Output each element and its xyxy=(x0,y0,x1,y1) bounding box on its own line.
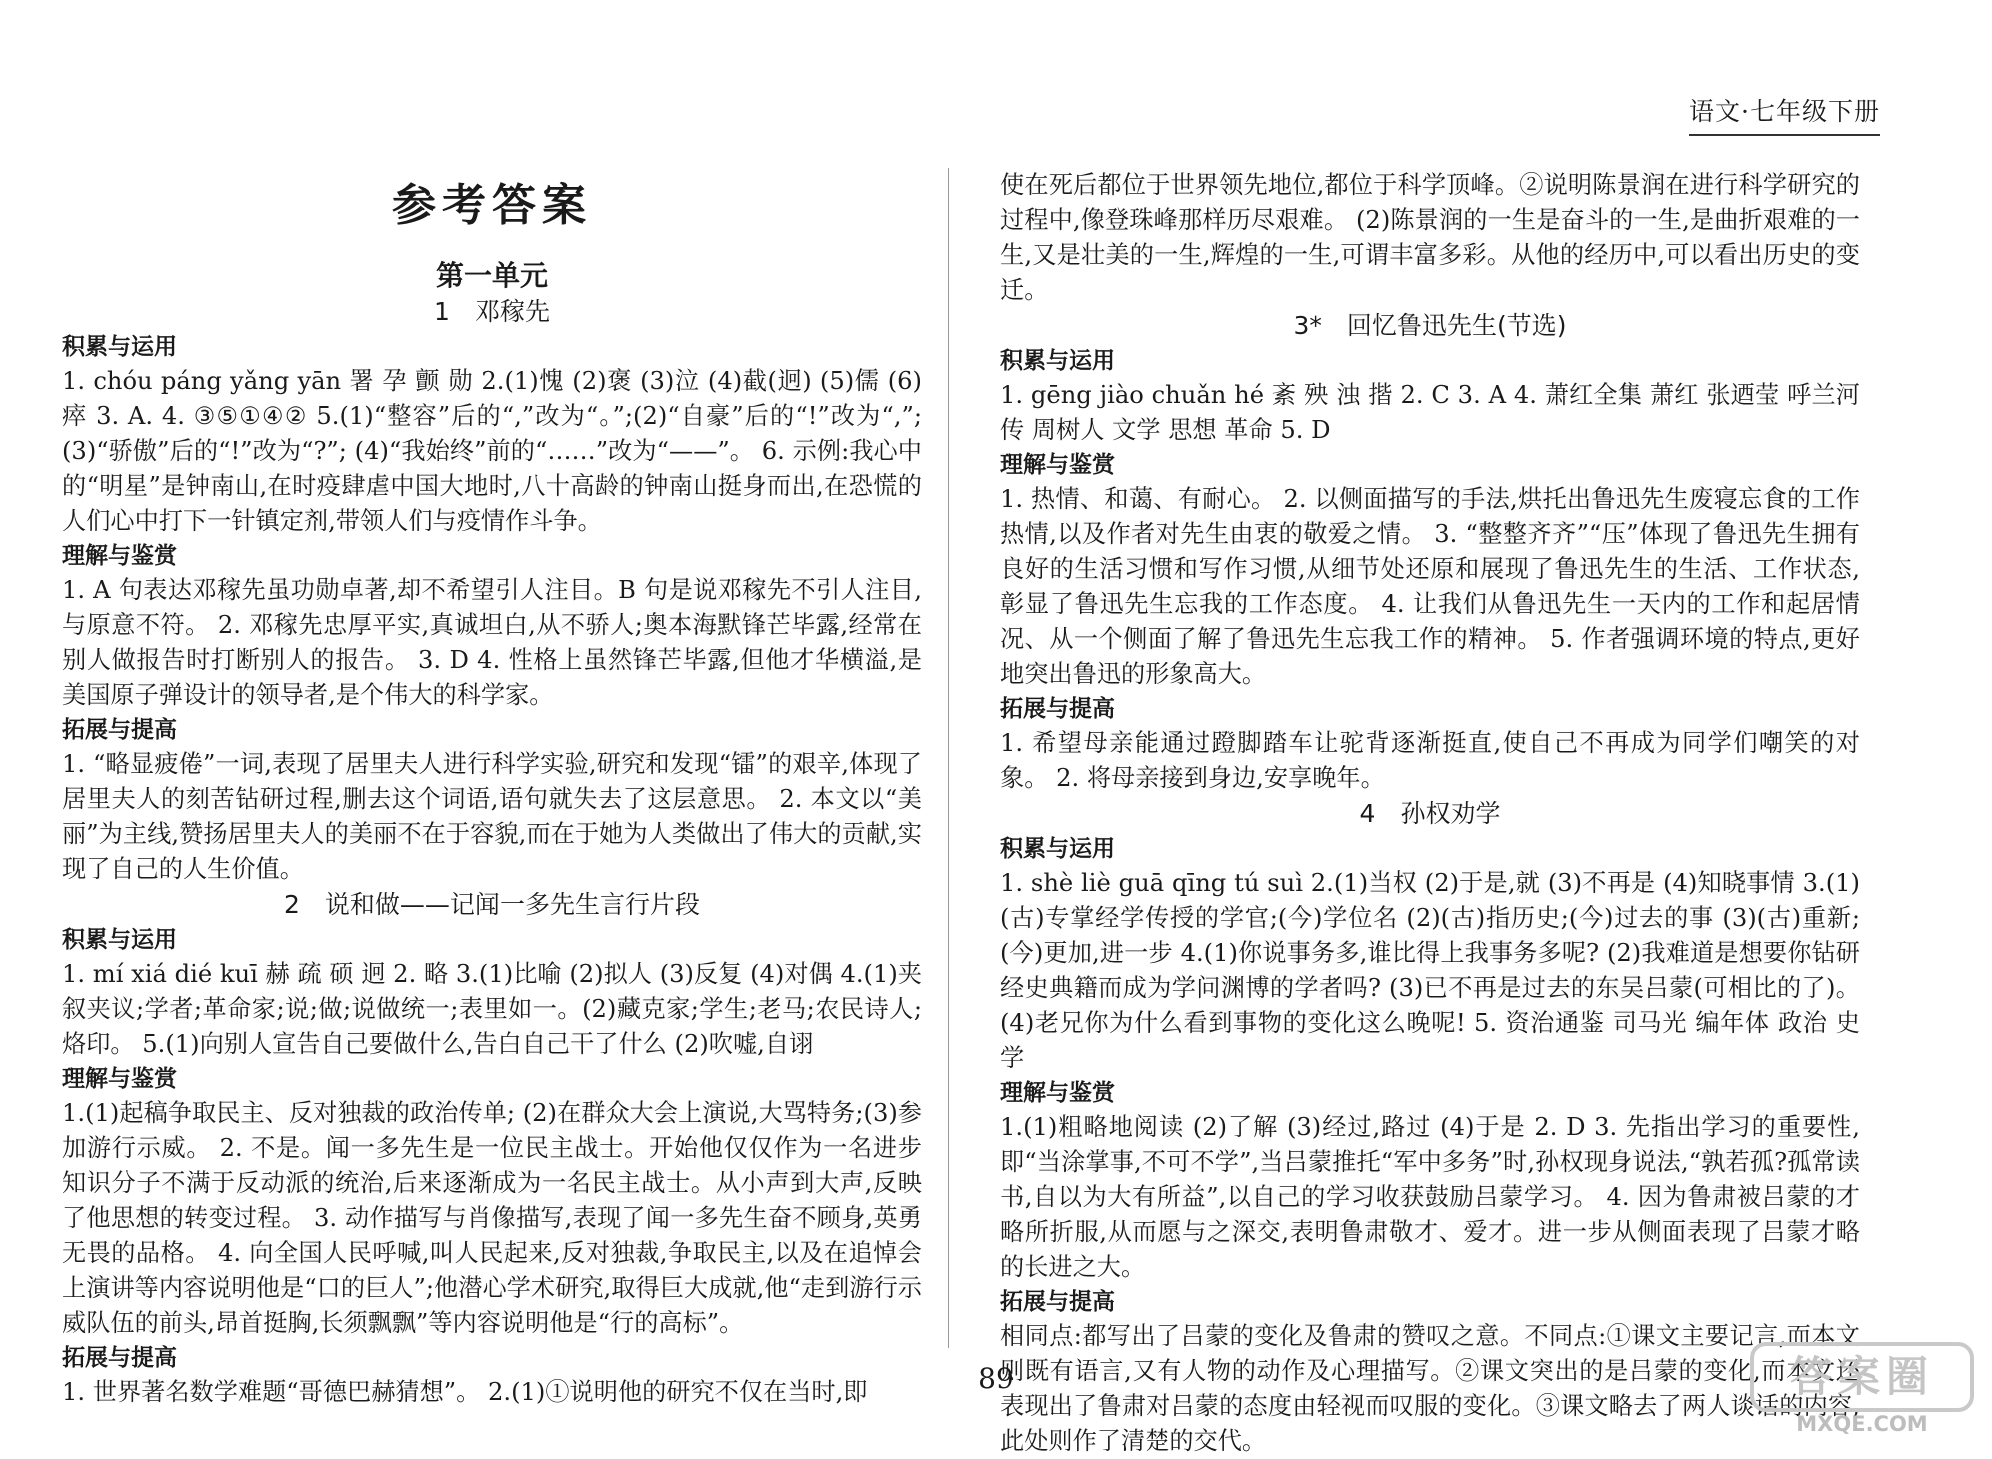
answer-paragraph: 1. shè liè guā qīng tú suì 2.(1)当权 (2)于是,就 (3)不再是 (4)知晓事情 3.(1)(古)专掌经学传授的学官;(今)学位名 (2)(古)指历史;(今)过去的事 (3)(古)重新;(今)更加,进一步 4.(1)你说事务多,谁比得上我事务多呢? (2)我难道是想要你钻研经史典籍而成为学问渊博的学者吗? (3)已不再是过去的东吴吕蒙(可相比的了)。 (4)老兄你为什么看到事物的变化这么晚呢! 5. 资治通鉴 司马光 编年体 政治 史学 xyxy=(1000,869,1860,1072)
continued-paragraph: 使在死后都位于世界领先地位,都位于科学顶峰。②说明陈景润在进行科学研究的过程中,像登珠峰那样历尽艰难。 (2)陈景润的一生是奋斗的一生,是曲折艰难的一生,又是壮美的一生,辉煌的一生,可谓丰富多彩。从他的经历中,可以看出历史的变迁。 xyxy=(1000,171,1860,304)
watermark-logo xyxy=(1750,1342,1980,1440)
lesson-1 xyxy=(62,294,922,887)
section-heading: 拓展与提高 xyxy=(62,1345,177,1371)
answer-paragraph: 1. 世界著名数学难题“哥德巴赫猜想”。 2.(1)①说明他的研究不仅在当时,即 xyxy=(62,1378,868,1406)
answer-paragraph: 1. gēng jiào chuǎn hé 紊 殃 浊 揩 2. C 3. A 4. 萧红全集 萧红 张迺莹 呼兰河传 周树人 文学 思想 革命 5. D xyxy=(1000,381,1860,444)
page-title: 参考答案 xyxy=(392,180,592,231)
section-heading: 积累与运用 xyxy=(62,334,177,360)
section-heading: 拓展与提高 xyxy=(1000,696,1115,722)
section-heading: 理解与鉴赏 xyxy=(1000,452,1115,478)
lesson-title: 4 孙权劝学 xyxy=(1359,799,1501,828)
answer-paragraph: 1. chóu páng yǎng yān 署 孕 颤 勋 2.(1)愧 (2)褒 (3)泣 (4)截(迥) (5)儒 (6)瘁 3. A. 4. ③⑤①④② 5.(1)“整容”后的“,”改为“。”;(2)“自豪”后的“!”改为“,”;(3)“骄傲”后的“!”改为“?”; (4)“我始终”前的“……”改为“——”。 6. 示例:我心中的“明星”是钟南山,在时疫肆虐中国大地时,八十高龄的钟南山挺身而出,在恐慌的人们心中打下一针镇定剂,带领人们与疫情作斗争。 xyxy=(62,367,922,535)
section-heading: 拓展与提高 xyxy=(1000,1289,1115,1315)
column-divider xyxy=(948,168,949,1348)
section-heading: 理解与鉴赏 xyxy=(1000,1080,1115,1106)
section-heading: 积累与运用 xyxy=(62,927,177,953)
section-heading: 理解与鉴赏 xyxy=(62,543,177,569)
watermark-url: MXQE.COM xyxy=(1796,1412,1928,1436)
section-heading: 积累与运用 xyxy=(1000,836,1115,862)
answer-paragraph: 1.(1)粗略地阅读 (2)了解 (3)经过,路过 (4)于是 2. D 3. 先指出学习的重要性,即“当涂掌事,不可不学”,当吕蒙推托“军中多务”时,孙权现身说法,“孰若孤?孤常读书,自以为大有所益”,以自己的学习收获鼓励吕蒙学习。 4. 因为鲁肃被吕蒙的才略所折服,从而愿与之深交,表明鲁肃敬才、爱才。进一步从侧面表现了吕蒙才略的长进之大。 xyxy=(1000,1113,1860,1281)
lesson-title: 2 说和做——记闻一多先生言行片段 xyxy=(284,890,700,919)
left-column xyxy=(62,168,922,1410)
lesson-title: 3* 回忆鲁迅先生(节选) xyxy=(1293,311,1567,340)
answer-paragraph: 1. 希望母亲能通过蹬脚踏车让驼背逐渐挺直,使自己不再成为同学们嘲笑的对象。 2. 将母亲接到身边,安享晚年。 xyxy=(1000,729,1860,792)
lesson-4 xyxy=(1000,796,1860,1459)
answer-paragraph: 1. A 句表达邓稼先虽功勋卓著,却不希望引人注目。B 句是说邓稼先不引人注目,与原意不符。 2. 邓稼先忠厚平实,真诚坦白,从不骄人;奥本海默锋芒毕露,经常在别人做报告时打断别人的报告。 3. D 4. 性格上虽然锋芒毕露,但他才华横溢,是美国原子弹设计的领导者,是个伟大的科学家。 xyxy=(62,576,922,709)
lesson-2 xyxy=(62,887,922,1410)
unit-title: 第一单元 xyxy=(435,259,548,292)
lesson-3 xyxy=(1000,308,1860,796)
book-header: 语文·七年级下册 xyxy=(1689,92,1880,136)
watermark-logo-text: 答案圈 xyxy=(1750,1342,1974,1412)
lesson-title: 1 邓稼先 xyxy=(434,297,550,326)
answer-paragraph: 相同点:都写出了吕蒙的变化及鲁肃的赞叹之意。不同点:①课文主要记言,而本文则既有语言,又有人物的动作及心理描写。②课文突出的是吕蒙的变化,而本文还表现出了鲁肃对吕蒙的态度由轻视而叹服的变化。③课文略去了两人谈话的内容,此处则作了清楚的交代。 xyxy=(1000,1322,1860,1455)
section-heading: 理解与鉴赏 xyxy=(62,1066,177,1092)
section-heading: 积累与运用 xyxy=(1000,348,1115,374)
page-number: 89 xyxy=(978,1362,1014,1395)
answer-paragraph: 1. mí xiá dié kuī 赫 疏 硕 迥 2. 略 3.(1)比喻 (2)拟人 (3)反复 (4)对偶 4.(1)夹叙夹议;学者;革命家;说;做;说做统一;表里如一。(2)藏克家;学生;老马;农民诗人;烙印。 5.(1)向别人宣告自己要做什么,告白自己干了什么 (2)吹嘘,自诩 xyxy=(62,960,922,1058)
right-column xyxy=(1000,168,1860,1459)
section-heading: 拓展与提高 xyxy=(62,717,177,743)
answer-paragraph: 1. “略显疲倦”一词,表现了居里夫人进行科学实验,研究和发现“镭”的艰辛,体现了居里夫人的刻苦钻研过程,删去这个词语,语句就失去了这层意思。 2. 本文以“美丽”为主线,赞扬居里夫人的美丽不在于容貌,而在于她为人类做出了伟大的贡献,实现了自己的人生价值。 xyxy=(62,750,922,883)
answer-paragraph: 1.(1)起稿争取民主、反对独裁的政治传单; (2)在群众大会上演说,大骂特务;(3)参加游行示威。 2. 不是。闻一多先生是一位民主战士。开始他仅仅作为一名进步知识分子不满于反动派的统治,后来逐渐成为一名民主战士。从小声到大声,反映了他思想的转变过程。 3. 动作描写与肖像描写,表现了闻一多先生奋不顾身,英勇无畏的品格。 4. 向全国人民呼喊,叫人民起来,反对独裁,争取民主,以及在追悼会上演讲等内容说明他是“口的巨人”;他潜心学术研究,取得巨大成就,他“走到游行示威队伍的前头,昂首挺胸,长须飘飘”等内容说明他是“行的高标”。 xyxy=(62,1099,922,1337)
answer-paragraph: 1. 热情、和蔼、有耐心。 2. 以侧面描写的手法,烘托出鲁迅先生废寝忘食的工作热情,以及作者对先生由衷的敬爱之情。 3. “整整齐齐”“压”体现了鲁迅先生拥有良好的生活习惯和写作习惯,从细节处还原和展现了鲁迅先生的生活、工作状态,彰显了鲁迅先生忘我的工作态度。 4. 让我们从鲁迅先生一天内的工作和起居情况、从一个侧面了解了鲁迅先生忘我工作的精神。 5. 作者强调环境的特点,更好地突出鲁迅的形象高大。 xyxy=(1000,485,1860,688)
